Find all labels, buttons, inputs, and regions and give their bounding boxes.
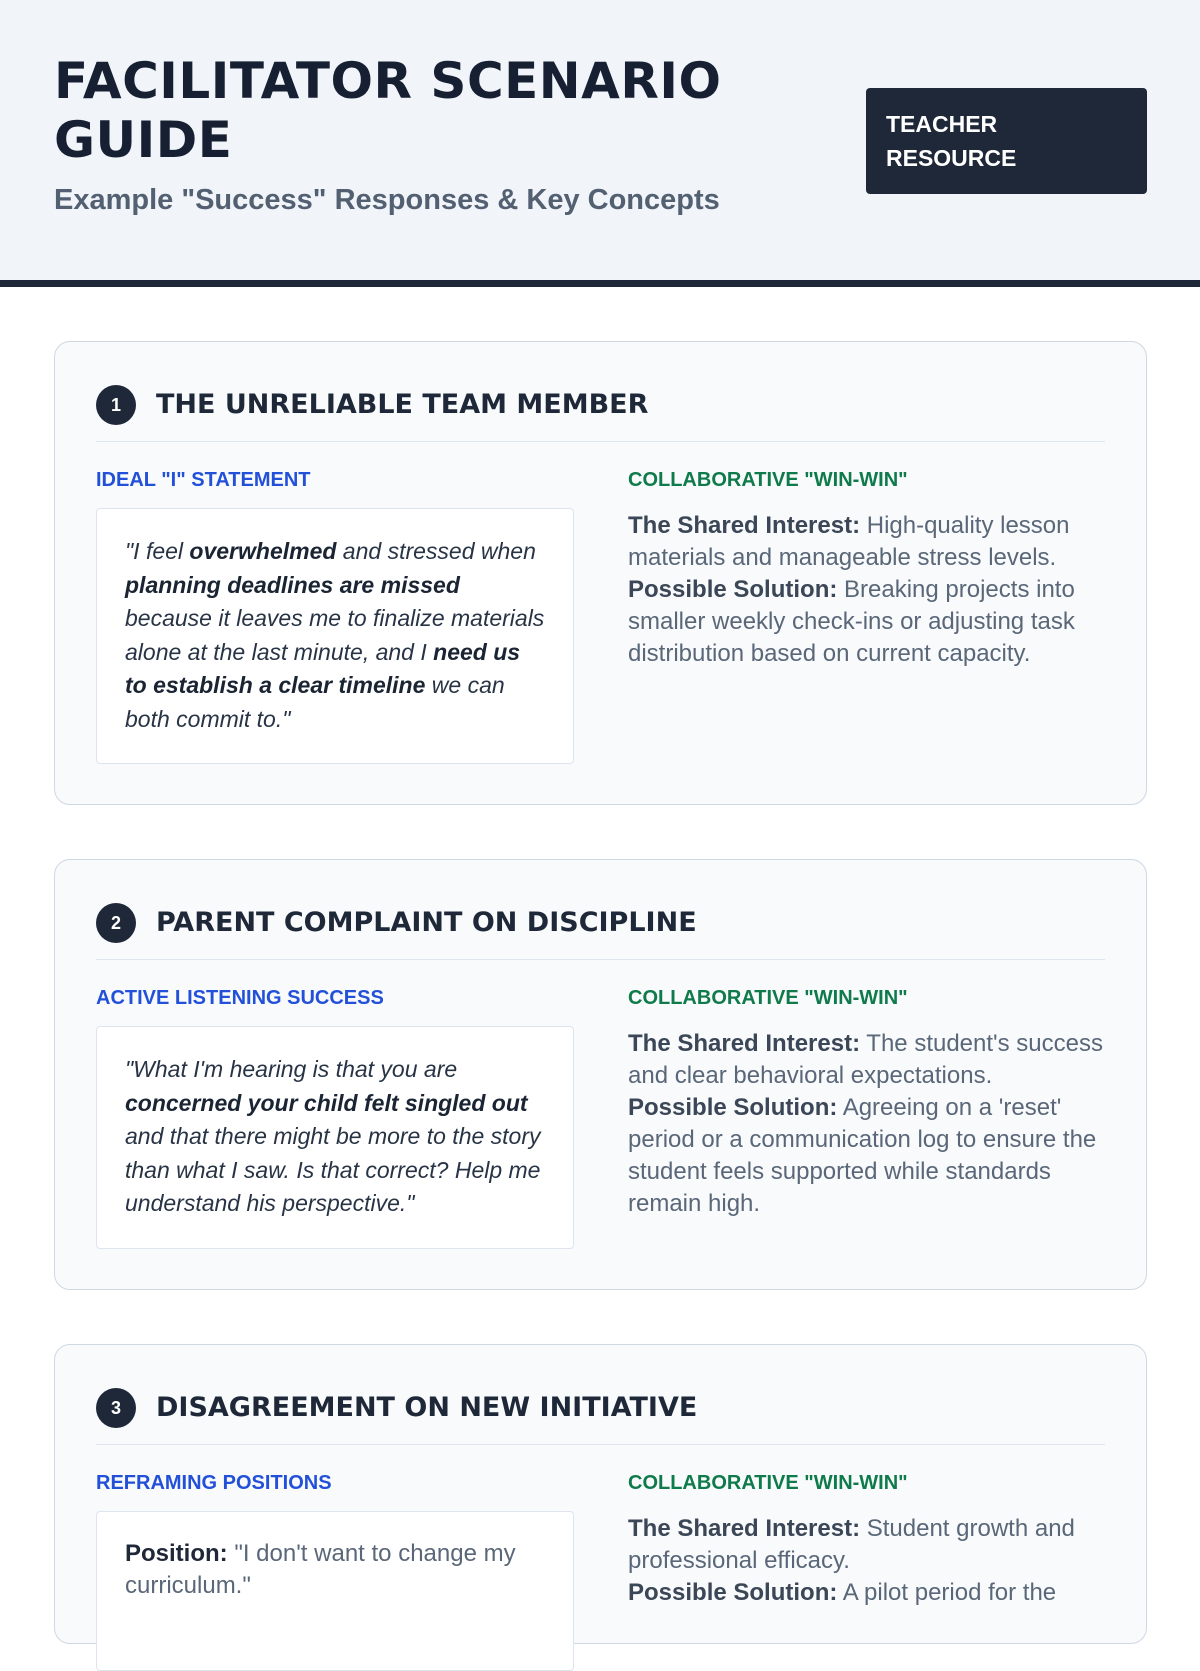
quote-text: "I feel	[125, 538, 190, 564]
possible-solution-text: Agreeing on a 'reset' period or a communication log to ensure the student feels supported while standards remain high.	[628, 1094, 1097, 1217]
win-win-content	[628, 510, 1108, 670]
example-quote-box	[96, 1026, 574, 1249]
win-win-content	[628, 1513, 1108, 1609]
quote-text: we can both commit to."	[125, 672, 505, 732]
shared-interest-text: High-quality lesson materials and manageable stress levels.	[628, 512, 1070, 571]
scenario-number-badge: 2	[96, 903, 136, 943]
scenario-title: THE UNRELIABLE TEAM MEMBER	[156, 389, 649, 420]
scenario-header	[96, 900, 1105, 960]
scenario-header	[96, 382, 1105, 442]
page-subtitle: Example "Success" Responses & Key Concepts	[54, 184, 720, 216]
possible-solution-label: Possible Solution:	[628, 1094, 838, 1121]
scenario-title: PARENT COMPLAINT ON DISCIPLINE	[156, 907, 697, 938]
shared-interest-label: The Shared Interest:	[628, 512, 861, 539]
example-quote-box	[96, 508, 574, 764]
win-win-label: COLLABORATIVE "WIN-WIN"	[628, 469, 908, 491]
shared-interest-text: The student's success and clear behavioral expectations.	[628, 1030, 1103, 1089]
quote-text: "What I'm hearing is that you are	[125, 1056, 458, 1082]
scenario-title: DISAGREEMENT ON NEW INITIATIVE	[156, 1392, 698, 1423]
win-win-content	[628, 1028, 1108, 1220]
active-listening-label: ACTIVE LISTENING SUCCESS	[96, 987, 384, 1009]
quote-text: because it leaves me to finalize materials alone at the last minute, and I	[125, 605, 545, 665]
scenario-header	[96, 1385, 1105, 1445]
possible-solution-label: Possible Solution:	[628, 576, 838, 603]
possible-solution-text: A pilot period for the	[842, 1579, 1057, 1606]
scenario-card-1	[54, 341, 1147, 805]
quote-emphasis: planning deadlines are missed	[125, 571, 460, 598]
possible-solution-text: Breaking projects into smaller weekly check-ins or adjusting task distribution based on current capacity.	[628, 576, 1075, 667]
quote-text: and stressed when	[336, 538, 536, 564]
scenario-card-3	[54, 1344, 1147, 1644]
ideal-i-statement-label: IDEAL "I" STATEMENT	[96, 469, 311, 491]
reframing-box	[96, 1511, 574, 1671]
shared-interest-text: Student growth and professional efficacy.	[628, 1515, 1075, 1574]
position-label: Position:	[125, 1540, 228, 1567]
page-header	[0, 0, 1200, 287]
possible-solution-label: Possible Solution:	[628, 1579, 838, 1606]
position-text: "I don't want to change my curriculum."	[125, 1540, 516, 1599]
shared-interest-label: The Shared Interest:	[628, 1030, 861, 1057]
reframing-positions-label: REFRAMING POSITIONS	[96, 1472, 332, 1494]
win-win-label: COLLABORATIVE "WIN-WIN"	[628, 1472, 908, 1494]
scenario-number-badge: 1	[96, 385, 136, 425]
quote-emphasis: concerned your child felt singled out	[125, 1089, 528, 1116]
page-title: FACILITATOR SCENARIO GUIDE	[54, 52, 722, 169]
quote-emphasis: need us to establish a clear timeline	[125, 638, 521, 698]
quote-text: and that there might be more to the story than what I saw. Is that correct? Help me understand his perspective."	[125, 1123, 541, 1216]
win-win-label: COLLABORATIVE "WIN-WIN"	[628, 987, 908, 1009]
scenario-number-badge: 3	[96, 1388, 136, 1428]
shared-interest-label: The Shared Interest:	[628, 1515, 861, 1542]
quote-emphasis: overwhelmed	[189, 538, 337, 564]
scenario-card-2	[54, 859, 1147, 1290]
teacher-resource-badge: TEACHER RESOURCE	[866, 88, 1147, 194]
